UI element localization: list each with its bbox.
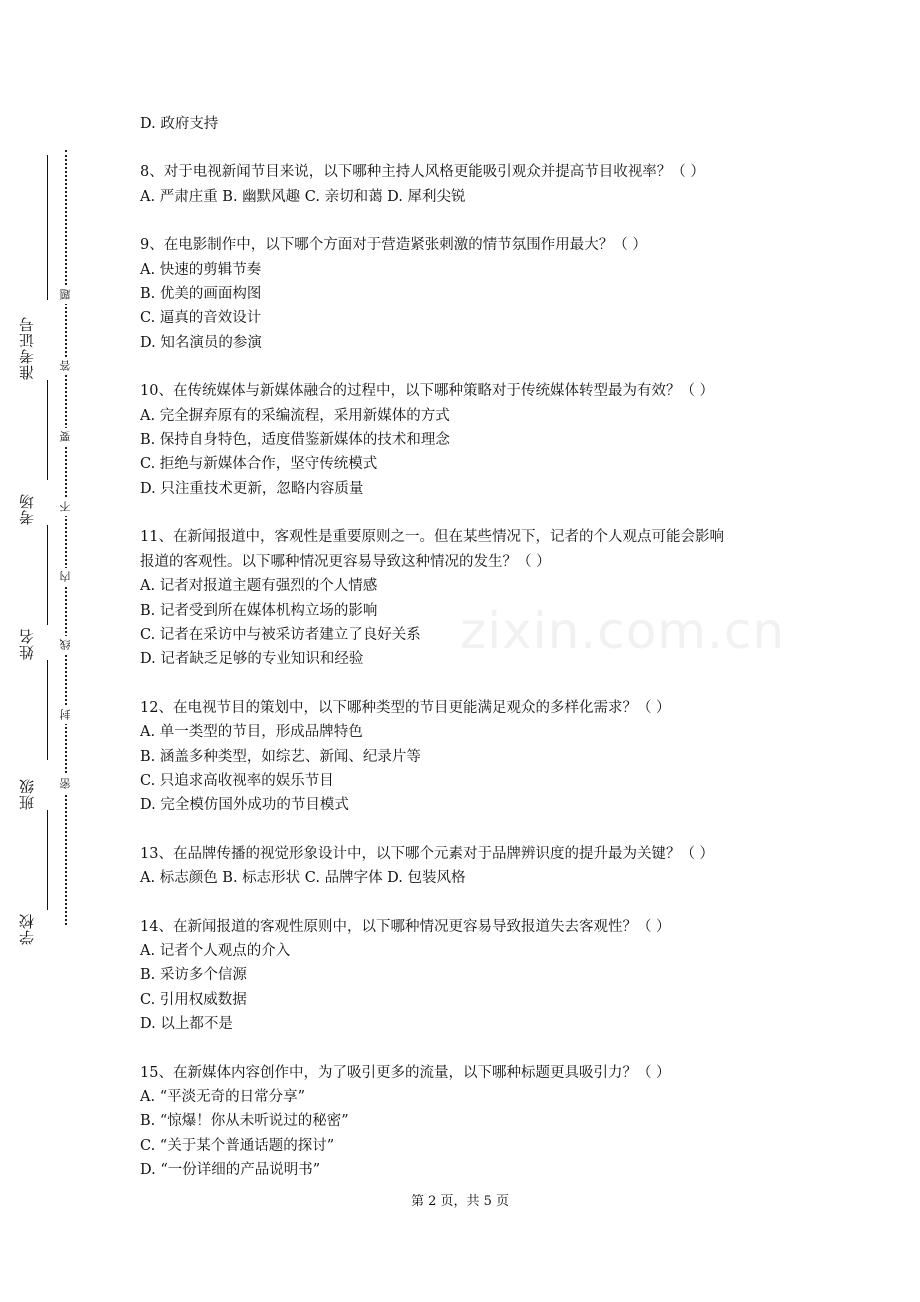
question-14	[140, 915, 790, 1037]
watermark: zixin.com.cn	[460, 602, 786, 660]
question-11	[140, 525, 790, 671]
option-b: B. “惊爆！你从未听说过的秘密”	[140, 1113, 349, 1130]
field-label-school: 学校	[18, 913, 36, 945]
seal-char: 内	[57, 568, 75, 586]
question-title-line-2: 报道的客观性。以下哪种情况更容易导致这种情况的发生？（ ）	[140, 553, 551, 570]
seal-char: 密	[57, 775, 75, 793]
option-d: D. 知名演员的参演	[140, 334, 262, 351]
question-options: A. 标志颜色 B. 标志形状 C. 品牌字体 D. 包装风格	[140, 870, 466, 887]
option-d: D. 以上都不是	[140, 1016, 233, 1033]
option-d: D. 只注重技术更新，忽略内容质量	[140, 480, 364, 497]
option-c: C. 逼真的音效设计	[140, 310, 262, 327]
field-name	[16, 525, 44, 660]
option-d: D. 完全模仿国外成功的节目模式	[140, 797, 349, 814]
option-a: A. 单一类型的节目，形成品牌特色	[140, 724, 363, 741]
option-a: A. 记者对报道主题有强烈的个人情感	[140, 578, 378, 595]
seal-char: 线	[57, 636, 75, 654]
question-15	[140, 1061, 790, 1183]
field-line-school	[47, 810, 48, 910]
field-class	[16, 660, 44, 810]
seal-char: 要	[57, 428, 75, 446]
field-line-class	[47, 660, 48, 760]
page-footer: 第 2 页，共 5 页	[410, 1194, 510, 1209]
option-c: C. 只追求高收视率的娱乐节目	[140, 772, 334, 789]
field-exam-number	[16, 155, 44, 380]
seal-char: 答	[57, 357, 75, 375]
question-title: 8、对于电视新闻节目来说，以下哪种主持人风格更能吸引观众并提高节目收视率？（ ）	[140, 164, 705, 181]
option-c: C. “关于某个普通话题的探讨”	[140, 1137, 335, 1154]
option-a: A. “平淡无奇的日常分享”	[140, 1089, 306, 1105]
option-b: B. 保持自身特色，适度借鉴新媒体的技术和理念	[140, 432, 450, 449]
question-8	[140, 160, 790, 209]
field-label-name: 姓名	[18, 628, 36, 660]
option-d: D. 记者缺乏足够的专业知识和经验	[140, 651, 364, 668]
seal-dotted-line	[65, 150, 67, 925]
question-12	[140, 696, 790, 818]
field-label-exam-number: 准考证号	[18, 316, 36, 380]
field-label-exam-room: 考场	[18, 493, 36, 525]
option-a: A. 完全摒弃原有的采编流程，采用新媒体的方式	[140, 407, 450, 424]
option-a: A. 快速的剪辑节奏	[140, 261, 262, 278]
field-line-name	[47, 525, 48, 625]
option-d: D. “一份详细的产品说明书”	[140, 1162, 321, 1179]
seal-char: 题	[57, 286, 75, 304]
question-10	[140, 379, 790, 501]
seal-char: 封	[57, 706, 75, 724]
question-title: 12、在电视节目的策划中，以下哪种类型的节目更能满足观众的多样化需求？（ ）	[140, 699, 671, 716]
question-list	[140, 112, 790, 1183]
question-9	[140, 233, 790, 355]
question-title-line-1: 11、在新闻报道中，客观性是重要原则之一。但在某些情况下，记者的个人观点可能会影响	[140, 529, 724, 546]
option-b: B. 采访多个信源	[140, 967, 247, 984]
question-title: 14、在新闻报道的客观性原则中，以下哪种情况更容易导致报道失去客观性？（ ）	[140, 918, 671, 935]
option-c: C. 拒绝与新媒体合作，坚守传统模式	[140, 456, 378, 473]
field-label-class: 班级	[18, 778, 36, 810]
option-d-previous: D. 政府支持	[140, 116, 219, 132]
option-b: B. 优美的画面构图	[140, 286, 262, 303]
question-title: 13、在品牌传播的视觉形象设计中，以下哪个元素对于品牌辨识度的提升最为关键？（ ）	[140, 845, 715, 862]
option-c: C. 引用权威数据	[140, 991, 247, 1008]
question-options: A. 严肃庄重 B. 幽默风趣 C. 亲切和蔼 D. 犀利尖锐	[140, 188, 466, 205]
question-title: 10、在传统媒体与新媒体融合的过程中，以下哪种策略对于传统媒体转型最为有效？（ ）	[140, 383, 715, 400]
option-c: C. 记者在采访中与被采访者建立了良好关系	[140, 626, 421, 643]
seal-char: 不	[57, 498, 75, 516]
field-line-exam-number	[47, 155, 48, 300]
option-b: B. 涵盖多种类型，如综艺、新闻、纪录片等	[140, 748, 421, 765]
question-13	[140, 842, 790, 891]
field-school	[16, 810, 44, 945]
option-a: A. 记者个人观点的介入	[140, 942, 291, 959]
field-exam-room	[16, 380, 44, 525]
question-title: 9、在电影制作中，以下哪个方面对于营造紧张刺激的情节氛围作用最大？（ ）	[140, 237, 647, 254]
field-line-exam-room	[47, 380, 48, 480]
option-b: B. 记者受到所在媒体机构立场的影响	[140, 602, 378, 619]
question-title: 15、在新媒体内容创作中，为了吸引更多的流量，以下哪种标题更具吸引力？（ ）	[140, 1064, 671, 1081]
